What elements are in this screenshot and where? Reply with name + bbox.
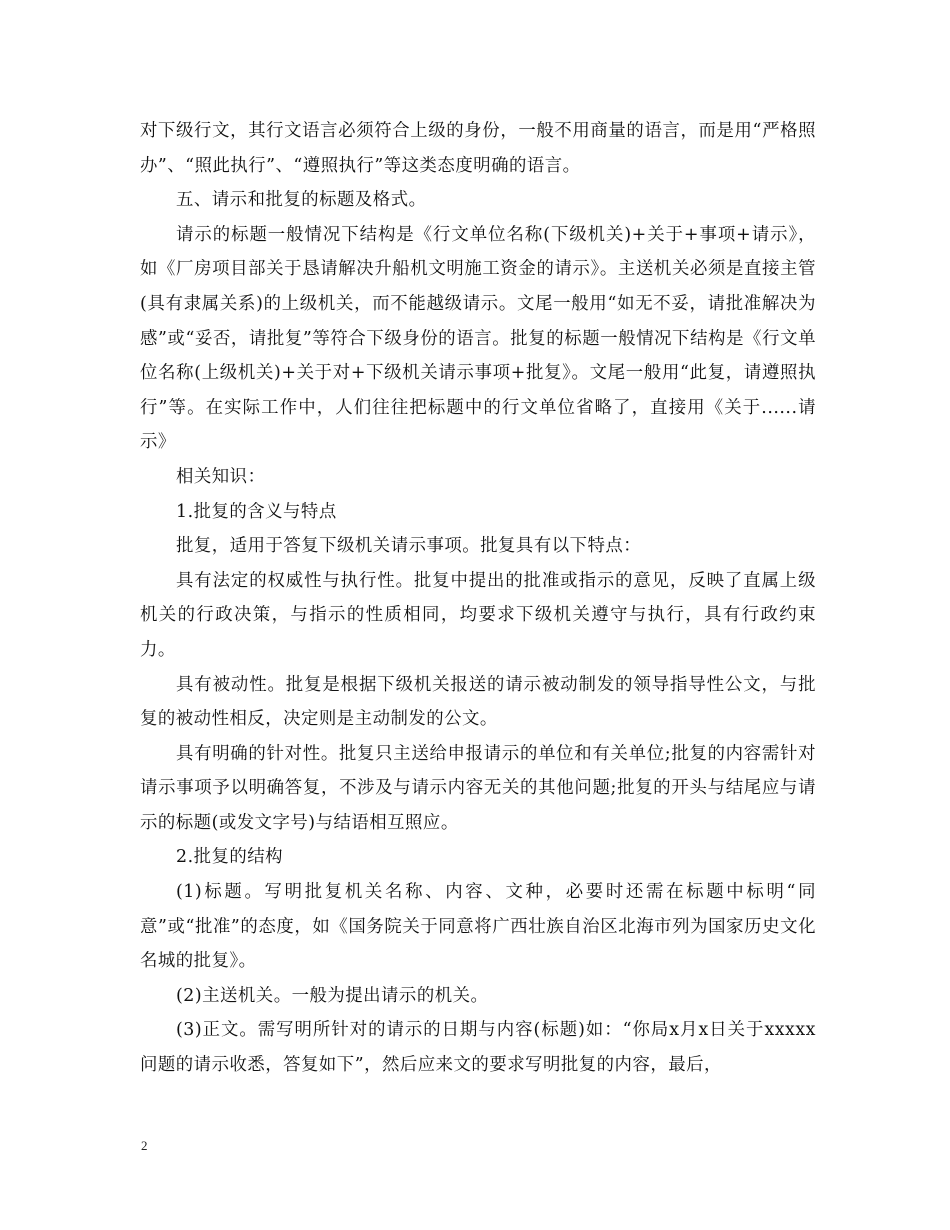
paragraph: (1)标题。写明批复机关名称、内容、文种，必要时还需在标题中标明“同意”或“批准”的态度，如《国务院关于同意将广西壮族自治区北海市列为国家历史文化名城的批复》。 — [140, 882, 816, 972]
paragraph: (2)主送机关。一般为提出请示的机关。 — [176, 985, 489, 1006]
page-number: 2 — [141, 1138, 148, 1153]
section-heading: 五、请示和批复的标题及格式。 — [176, 190, 427, 211]
subsection-heading: 1.批复的含义与特点 — [176, 501, 337, 522]
paragraph: 具有法定的权威性与执行性。批复中提出的批准或指示的意见，反映了直属上级机关的行政决策，与指示的性质相同，均要求下级机关遵守与执行，具有行政约束力。 — [140, 570, 816, 660]
paragraph: 具有明确的针对性。批复只主送给申报请示的单位和有关单位;批复的内容需针对请示事项予以明确答复，不涉及与请示内容无关的其他问题;批复的开头与结尾应与请示的标题(或发文字号)与结语相互照应。 — [140, 743, 816, 833]
paragraph: (3)正文。需写明所针对的请示的日期与内容(标题)如：“你局x月x日关于xxxxx问题的请示收悉，答复如下”，然后应来文的要求写明批复的内容，最后， — [140, 1020, 816, 1076]
section-heading: 相关知识： — [176, 466, 266, 487]
paragraph: 批复，适用于答复下级机关请示事项。批复具有以下特点： — [176, 536, 642, 557]
document-body — [140, 114, 816, 1083]
subsection-heading: 2.批复的结构 — [176, 847, 284, 868]
paragraph: 对下级行文，其行文语言必须符合上级的身份，一般不用商量的语言，而是用“严格照办”、“照此执行”、“遵照执行”等这类态度明确的语言。 — [140, 121, 816, 176]
paragraph: 请示的标题一般情况下结构是《行文单位名称(下级机关)+关于+事项+请示》，如《厂房项目部关于恳请解决升船机文明施工资金的请示》。主送机关必须是直接主管(具有隶属关系)的上级机关，而不能越级请示。文尾一般用“如无不妥，请批准解决为感”或“妥否，请批复”等符合下级身份的语言。批复的标题一般情况下结构是《行文单位名称(上级机关)+关于对+下级机关请示事项+批复》。文尾一般用“此复，请遵照执行”等。在实际工作中，人们往往把标题中的行文单位省略了，直接用《关于......请示》 — [140, 224, 816, 453]
paragraph: 具有被动性。批复是根据下级机关报送的请示被动制发的领导指导性公文，与批复的被动性相反，决定则是主动制发的公文。 — [140, 674, 816, 730]
